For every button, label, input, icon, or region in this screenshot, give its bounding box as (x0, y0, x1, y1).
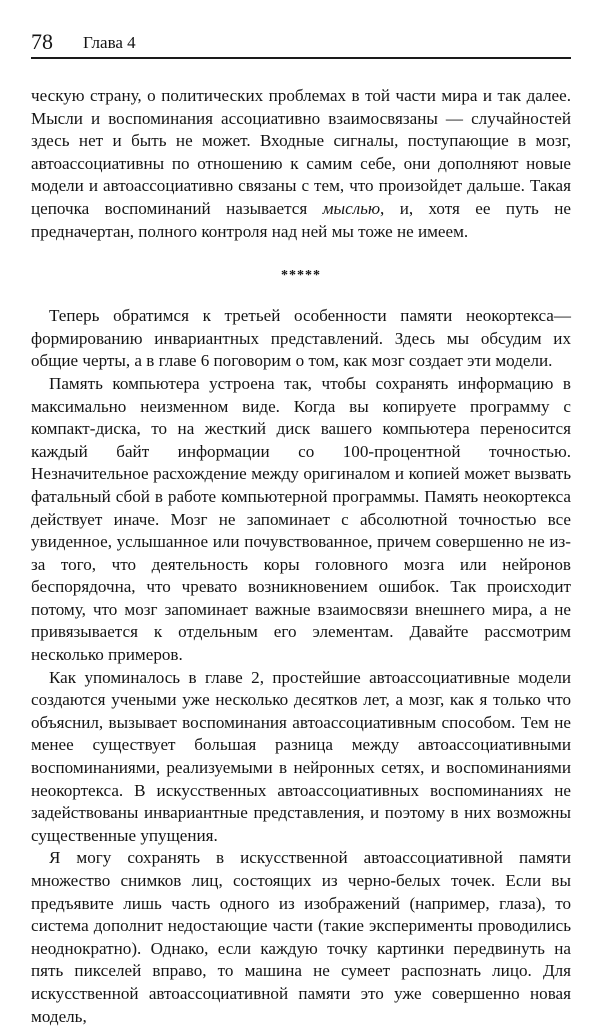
paragraph-continued (31, 85, 571, 243)
paragraph: Как упоминалось в главе 2, простейшие автоассоциативные модели создаются учеными уже несколько десятков лет, а мозг, как я только что объяснил, вызывает воспоминания автоассоциативным способом. Тем не менее существует большая разница между автоассоциативными воспоминаниями, реализуемыми в нейронных сетях, и воспоминаниями неокортекса. В искусственных автоассоциативных воспоминаниях не задействованы инвариантные представления, и поэтому в них возможны существенные упущения. (31, 667, 571, 845)
page-body (31, 85, 571, 1028)
book-page (31, 30, 571, 1028)
page-number: 78 (31, 29, 53, 54)
section-separator: ***** (281, 268, 321, 284)
running-head (31, 30, 571, 59)
paragraph: Я могу сохранять в искусственной автоассоциативной памяти множество снимков лиц, состоящих из черно-белых точек. Если вы предъявите лишь часть одного из изображений (например, глаза), то система дополнит недостающие части (такие эксперименты проводились неоднократно). Однако, если каждую точку картинки передвинуть на пять пикселей вправо, то машина не сумеет распознать лицо. Для искусственной автоассоциативной памяти это уже совершенно новая модель, (31, 848, 571, 1026)
chapter-label: Глава 4 (83, 33, 136, 52)
paragraph-text: , и, хотя ее путь не предначертан, полного контроля над ней мы тоже не имеем. (31, 198, 571, 241)
paragraph: Теперь обратимся к третьей особенности памяти неокортекса— формированию инвариантных представлений. Здесь мы обсудим их общие черты, а в главе 6 поговорим о том, как мозг создает эти модели. (31, 306, 571, 371)
emphasized-term: мыслью (322, 198, 380, 218)
paragraph-text: ческую страну, о политических проблемах в той части мира и так далее. Мысли и воспоминания ассоциативно взаимосвязаны — случайностей здесь нет и быть не может. Входные сигналы, поступающие в мозг, автоассоциативны по отношению к самим себе, они дополняют новые модели и автоассоциативно связаны с тем, что произойдет дальше. Такая цепочка воспоминаний называется (31, 86, 571, 218)
paragraph: Память компьютера устроена так, чтобы сохранять информацию в максимально неизменном виде. Когда вы копируете программу с компакт-диска, то на жесткий диск вашего компьютера переносится каждый байт информации со 100-процентной точностью. Незначительное расхождение между оригиналом и копией может вызвать фатальный сбой в работе компьютерной программы. Память неокортекса действует иначе. Мозг не запоминает с абсолютной точностью все увиденное, услышанное или почувствованное, причем совершенно не из-за того, что деятельность коры головного мозга или нейронов беспорядочна, что чревато возникновением ошибок. Так происходит потому, что мозг запоминает важные взаимосвязи внешнего мира, а не привязывается к отдельным его элементам. Давайте рассмотрим несколько примеров. (31, 373, 571, 665)
